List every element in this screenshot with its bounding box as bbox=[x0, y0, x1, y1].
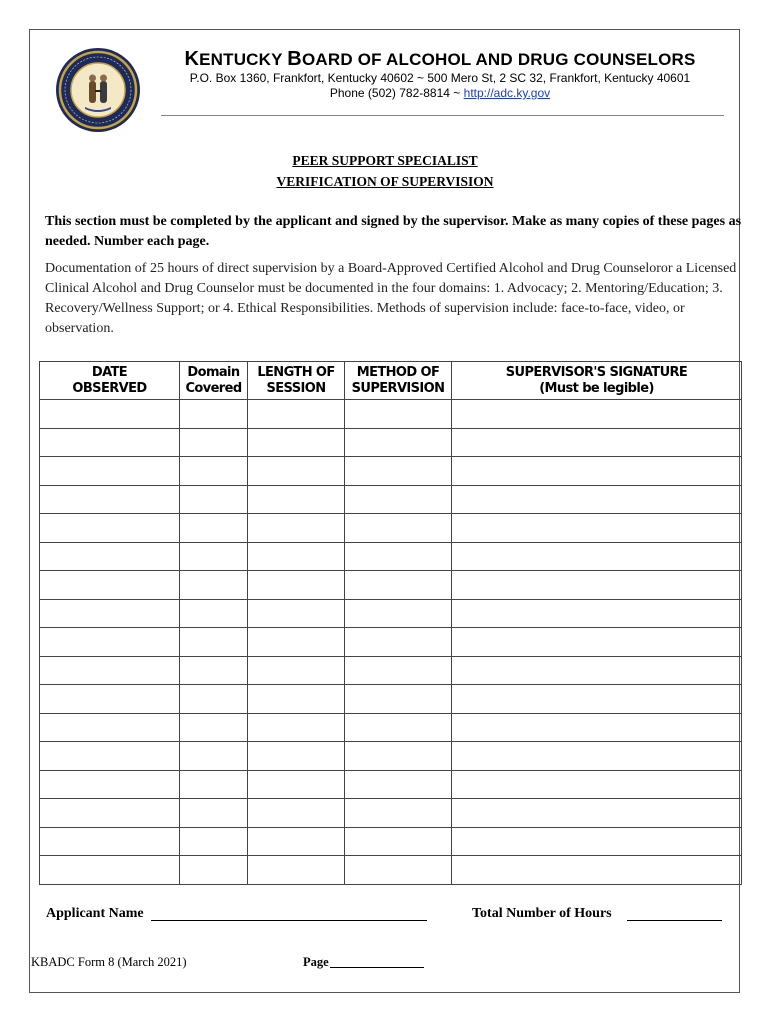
table-row bbox=[40, 628, 742, 657]
applicant-name-label: Applicant Name bbox=[46, 906, 144, 921]
org-website-link[interactable]: http://adc.ky.gov bbox=[463, 86, 551, 100]
method-of-supervision-cell[interactable] bbox=[345, 685, 452, 714]
total-hours-label: Total Number of Hours bbox=[472, 906, 612, 921]
table-header-row bbox=[40, 362, 742, 400]
domain-covered-cell[interactable] bbox=[180, 770, 248, 799]
table-row bbox=[40, 428, 742, 457]
date-observed-cell[interactable] bbox=[40, 628, 180, 657]
length-of-session-cell[interactable] bbox=[248, 542, 345, 571]
supervisor-signature-cell[interactable] bbox=[452, 400, 742, 429]
table-row bbox=[40, 599, 742, 628]
length-of-session-cell[interactable] bbox=[248, 485, 345, 514]
domain-covered-cell[interactable] bbox=[180, 713, 248, 742]
supervisor-signature-cell[interactable] bbox=[452, 799, 742, 828]
supervision-log-table bbox=[39, 361, 742, 885]
domain-covered-cell[interactable] bbox=[180, 827, 248, 856]
org-title-b: B bbox=[287, 48, 302, 70]
table-row bbox=[40, 827, 742, 856]
org-address-block bbox=[160, 71, 720, 101]
table-row bbox=[40, 742, 742, 771]
kentucky-seal-icon bbox=[55, 47, 141, 133]
total-hours-field[interactable] bbox=[627, 920, 722, 921]
supervisor-signature-cell[interactable] bbox=[452, 770, 742, 799]
form-title-line1: PEER SUPPORT SPECIALIST bbox=[292, 153, 478, 168]
table-row bbox=[40, 656, 742, 685]
method-of-supervision-cell[interactable] bbox=[345, 799, 452, 828]
method-of-supervision-cell[interactable] bbox=[345, 827, 452, 856]
page-label: Page bbox=[303, 955, 329, 969]
length-of-session-cell[interactable] bbox=[248, 856, 345, 885]
table-body bbox=[40, 400, 742, 885]
method-of-supervision-cell[interactable] bbox=[345, 599, 452, 628]
date-observed-cell[interactable] bbox=[40, 400, 180, 429]
length-of-session-cell[interactable] bbox=[248, 457, 345, 486]
domain-covered-cell[interactable] bbox=[180, 799, 248, 828]
domain-covered-cell[interactable] bbox=[180, 571, 248, 600]
length-of-session-cell[interactable] bbox=[248, 742, 345, 771]
length-of-session-cell[interactable] bbox=[248, 770, 345, 799]
domain-covered-cell[interactable] bbox=[180, 457, 248, 486]
length-of-session-cell[interactable] bbox=[248, 685, 345, 714]
header-date-observed: DATE OBSERVED bbox=[40, 362, 180, 400]
supervisor-signature-cell[interactable] bbox=[452, 571, 742, 600]
supervisor-signature-cell[interactable] bbox=[452, 514, 742, 543]
domain-covered-cell[interactable] bbox=[180, 428, 248, 457]
supervisor-signature-cell[interactable] bbox=[452, 428, 742, 457]
form-identifier: KBADC Form 8 (March 2021) bbox=[31, 955, 187, 969]
org-phone: Phone (502) 782-8814 ~ bbox=[329, 86, 464, 100]
page-number-field[interactable] bbox=[330, 967, 424, 968]
length-of-session-cell[interactable] bbox=[248, 428, 345, 457]
table-row bbox=[40, 457, 742, 486]
date-observed-cell[interactable] bbox=[40, 799, 180, 828]
method-of-supervision-cell[interactable] bbox=[345, 770, 452, 799]
date-observed-cell[interactable] bbox=[40, 514, 180, 543]
table-row bbox=[40, 400, 742, 429]
supervisor-signature-cell[interactable] bbox=[452, 485, 742, 514]
date-observed-cell[interactable] bbox=[40, 713, 180, 742]
date-observed-cell[interactable] bbox=[40, 428, 180, 457]
domain-covered-cell[interactable] bbox=[180, 856, 248, 885]
length-of-session-cell[interactable] bbox=[248, 571, 345, 600]
table-row bbox=[40, 713, 742, 742]
domain-covered-cell[interactable] bbox=[180, 514, 248, 543]
supervisor-signature-cell[interactable] bbox=[452, 827, 742, 856]
method-of-supervision-cell[interactable] bbox=[345, 628, 452, 657]
header-method-of-supervision: METHOD OF SUPERVISION bbox=[345, 362, 452, 400]
org-phone-line bbox=[160, 86, 720, 101]
supervisor-signature-cell[interactable] bbox=[452, 742, 742, 771]
supervisor-signature-cell[interactable] bbox=[452, 856, 742, 885]
table-row bbox=[40, 856, 742, 885]
form-title-line2: VERIFICATION OF SUPERVISION bbox=[276, 174, 494, 189]
table-row bbox=[40, 542, 742, 571]
length-of-session-cell[interactable] bbox=[248, 400, 345, 429]
instruction-text: Documentation of 25 hours of direct supervision by a Board-Approved Certified Alcohol and Drug Counseloror a Licensed Clinical Alcohol and Drug Counselor must be documented in the four domains: 1. Advocacy; 2. Mentoring/Education; 3. Recovery/Wellness Support; or 4. Ethical Responsibilities. Methods of supervision include: face-to-face, video, or observation. bbox=[45, 261, 737, 336]
domain-covered-cell[interactable] bbox=[180, 400, 248, 429]
date-observed-cell[interactable] bbox=[40, 485, 180, 514]
length-of-session-cell[interactable] bbox=[248, 713, 345, 742]
header-length-of-session: LENGTH OF SESSION bbox=[248, 362, 345, 400]
date-observed-cell[interactable] bbox=[40, 457, 180, 486]
org-address: P.O. Box 1360, Frankfort, Kentucky 40602 ~ 500 Mero St, 2 SC 32, Frankfort, Kentucky 40601 bbox=[189, 71, 691, 85]
date-observed-cell[interactable] bbox=[40, 770, 180, 799]
header-divider bbox=[161, 115, 724, 116]
supervisor-signature-cell[interactable] bbox=[452, 457, 742, 486]
method-of-supervision-cell[interactable] bbox=[345, 542, 452, 571]
method-of-supervision-cell[interactable] bbox=[345, 428, 452, 457]
date-observed-cell[interactable] bbox=[40, 856, 180, 885]
org-title-part2: OARD OF ALCOHOL AND DRUG COUNSELORS bbox=[301, 50, 696, 69]
domain-covered-cell[interactable] bbox=[180, 685, 248, 714]
date-observed-cell[interactable] bbox=[40, 542, 180, 571]
table-row bbox=[40, 514, 742, 543]
length-of-session-cell[interactable] bbox=[248, 599, 345, 628]
length-of-session-cell[interactable] bbox=[248, 827, 345, 856]
table-row bbox=[40, 799, 742, 828]
length-of-session-cell[interactable] bbox=[248, 628, 345, 657]
supervisor-signature-cell[interactable] bbox=[452, 599, 742, 628]
length-of-session-cell[interactable] bbox=[248, 514, 345, 543]
method-of-supervision-cell[interactable] bbox=[345, 400, 452, 429]
supervisor-signature-cell[interactable] bbox=[452, 656, 742, 685]
supervisor-signature-cell[interactable] bbox=[452, 628, 742, 657]
date-observed-cell[interactable] bbox=[40, 742, 180, 771]
method-of-supervision-cell[interactable] bbox=[345, 457, 452, 486]
date-observed-cell[interactable] bbox=[40, 599, 180, 628]
method-of-supervision-cell[interactable] bbox=[345, 856, 452, 885]
method-of-supervision-cell[interactable] bbox=[345, 571, 452, 600]
supervisor-signature-cell[interactable] bbox=[452, 542, 742, 571]
org-title bbox=[160, 48, 720, 71]
instruction-bold: This section must be completed by the applicant and signed by the supervisor. Make as many copies of these pages as needed. Number each page. bbox=[45, 214, 742, 249]
date-observed-cell[interactable] bbox=[40, 571, 180, 600]
applicant-name-field[interactable] bbox=[151, 920, 427, 921]
header-supervisor-signature: SUPERVISOR'S SIGNATURE (Must be legible) bbox=[452, 362, 742, 400]
org-title-k: K bbox=[184, 48, 200, 70]
length-of-session-cell[interactable] bbox=[248, 656, 345, 685]
method-of-supervision-cell[interactable] bbox=[345, 514, 452, 543]
table-row bbox=[40, 571, 742, 600]
table-row bbox=[40, 685, 742, 714]
supervisor-signature-cell[interactable] bbox=[452, 685, 742, 714]
domain-covered-cell[interactable] bbox=[180, 742, 248, 771]
table-row bbox=[40, 770, 742, 799]
method-of-supervision-cell[interactable] bbox=[345, 742, 452, 771]
length-of-session-cell[interactable] bbox=[248, 799, 345, 828]
method-of-supervision-cell[interactable] bbox=[345, 713, 452, 742]
date-observed-cell[interactable] bbox=[40, 827, 180, 856]
domain-covered-cell[interactable] bbox=[180, 485, 248, 514]
domain-covered-cell[interactable] bbox=[180, 599, 248, 628]
domain-covered-cell[interactable] bbox=[180, 628, 248, 657]
supervisor-signature-cell[interactable] bbox=[452, 713, 742, 742]
date-observed-cell[interactable] bbox=[40, 685, 180, 714]
domain-covered-cell[interactable] bbox=[180, 656, 248, 685]
method-of-supervision-cell[interactable] bbox=[345, 656, 452, 685]
org-title-part1: ENTUCKY bbox=[199, 50, 288, 69]
method-of-supervision-cell[interactable] bbox=[345, 485, 452, 514]
date-observed-cell[interactable] bbox=[40, 656, 180, 685]
header-domain-covered: Domain Covered bbox=[180, 362, 248, 400]
domain-covered-cell[interactable] bbox=[180, 542, 248, 571]
table-row bbox=[40, 485, 742, 514]
